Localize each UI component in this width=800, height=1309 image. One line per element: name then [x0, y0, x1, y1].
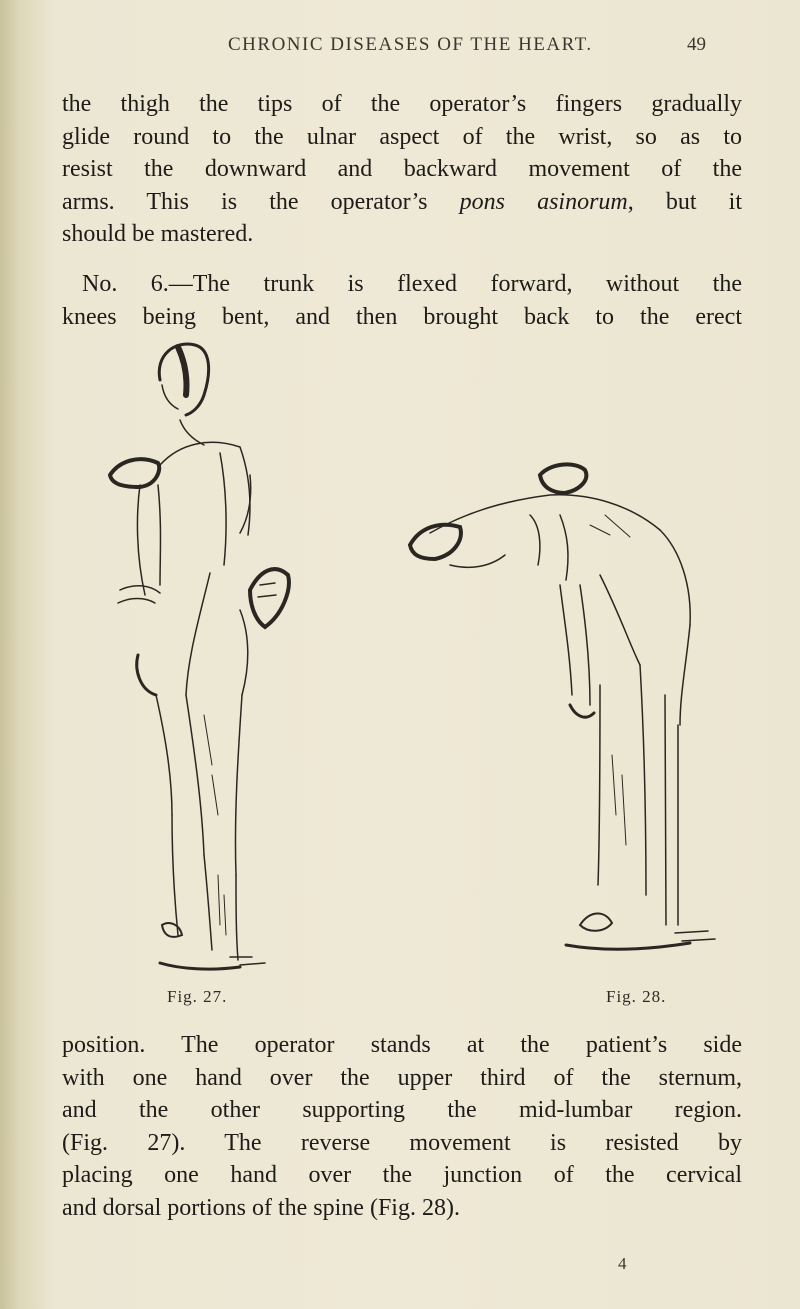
- paragraph-1: [62, 88, 742, 251]
- text-segment: arms. This is the operator’s: [62, 188, 460, 215]
- paragraph-2: [62, 268, 742, 333]
- bending-figure-illustration-icon: [390, 455, 720, 995]
- standing-figure-illustration-icon: [100, 335, 320, 995]
- paragraph-3: [62, 1029, 742, 1225]
- page-number: 49: [687, 34, 706, 55]
- text-line: glide round to the ulnar aspect of the wrist, so as to: [62, 123, 742, 150]
- text-line: placing one hand over the junction of the cervical: [62, 1162, 742, 1189]
- running-head: [60, 34, 760, 64]
- text-line: position. The operator stands at the patient’s side: [62, 1032, 742, 1058]
- text-line: should be mastered.: [62, 221, 254, 248]
- text-line: with one hand over the upper third of the sternum,: [62, 1064, 742, 1091]
- text-line: knees being bent, and then brought back to the erect: [62, 303, 742, 330]
- text-line: [62, 186, 742, 219]
- signature-mark: 4: [618, 1254, 627, 1273]
- text-segment: , but it: [627, 188, 742, 215]
- italic-phrase: pons asinorum: [459, 188, 628, 215]
- text-line: the thigh the tips of the operator’s fingers gradually: [62, 91, 742, 117]
- running-head-title: CHRONIC DISEASES OF THE HEART.: [228, 34, 593, 55]
- figure-28-caption: Fig. 28.: [606, 987, 667, 1006]
- figure-27: [100, 335, 320, 995]
- text-line: and the other supporting the mid-lumbar region.: [62, 1097, 742, 1124]
- text-line: (Fig. 27). The reverse movement is resisted by: [62, 1129, 742, 1156]
- text-line: No. 6.—The trunk is flexed forward, without the: [82, 271, 742, 297]
- figure-27-caption: Fig. 27.: [167, 987, 228, 1006]
- text-line: and dorsal portions of the spine (Fig. 28).: [62, 1194, 460, 1221]
- figure-28: [390, 455, 720, 995]
- text-line: resist the downward and backward movement of the: [62, 156, 742, 183]
